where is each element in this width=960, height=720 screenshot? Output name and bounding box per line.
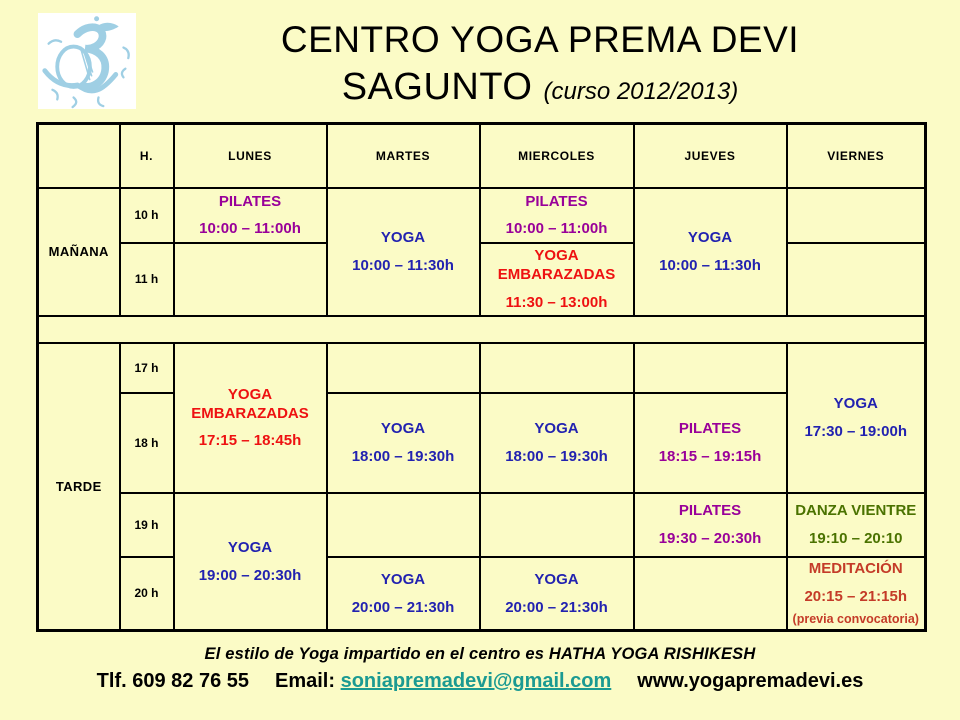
col-header-martes: MARTES (327, 124, 480, 188)
page-footer (0, 645, 960, 693)
class-title: PILATES (678, 420, 742, 438)
cell-lunes-19h-yoga (174, 493, 327, 631)
empty-cell-martes-19h (327, 493, 480, 557)
class-note: (previa convocatoria) (792, 612, 919, 627)
class-time: 10:00 – 11:00h (505, 220, 608, 238)
style-note: El estilo de Yoga impartido en el centro es HATHA YOGA RISHIKESH (204, 645, 756, 663)
class-title: YOGA EMBARAZADAS (191, 385, 309, 422)
cell-miercoles-18h-yoga (480, 393, 634, 493)
period-tarde: TARDE (38, 343, 120, 631)
col-header-viernes: VIERNES (787, 124, 926, 188)
hour-19: 19 h (120, 493, 174, 557)
hour-17: 17 h (120, 343, 174, 393)
class-title: PILATES (218, 192, 282, 210)
page-header (0, 0, 960, 122)
email-label: Email: (275, 670, 336, 692)
schedule-table (36, 122, 927, 632)
cell-viernes-20h-meditacion (787, 557, 926, 631)
col-header-jueves: JUEVES (634, 124, 787, 188)
empty-cell-viernes-11h (787, 243, 926, 316)
title-course: (curso 2012/2013) (543, 78, 739, 106)
class-title: YOGA (534, 420, 579, 438)
col-header-hour: H. (120, 124, 174, 188)
website-url: www.yogapremadevi.es (637, 670, 864, 692)
contact-line (0, 670, 960, 693)
empty-cell-jueves-20h (634, 557, 787, 631)
class-time: 10:00 – 11:30h (352, 256, 454, 274)
class-time: 18:00 – 19:30h (505, 447, 608, 465)
class-time: 19:00 – 20:30h (198, 566, 302, 584)
cell-jueves-18h-pilates (634, 393, 787, 493)
class-time: 17:30 – 19:00h (804, 422, 908, 440)
class-title: YOGA (380, 229, 426, 247)
class-title: PILATES (678, 502, 742, 520)
empty-cell-martes-17h (327, 343, 480, 393)
yoga-center-logo (38, 13, 136, 109)
class-time: 19:30 – 20:30h (658, 529, 762, 547)
title-line2 (150, 63, 930, 112)
class-title: YOGA (227, 538, 273, 556)
class-title: YOGA (534, 570, 579, 588)
cell-martes-18h-yoga (327, 393, 480, 493)
cell-lunes-17h-embarazadas (174, 343, 327, 493)
cell-miercoles-11h-embarazadas (480, 243, 634, 316)
cell-miercoles-10h-pilates (480, 188, 634, 243)
morning-afternoon-separator (38, 316, 926, 343)
class-title: DANZA VIENTRE (795, 502, 917, 520)
class-time: 20:00 – 21:30h (505, 598, 608, 616)
corner-cell (38, 124, 120, 188)
class-title: YOGA (687, 229, 733, 247)
class-time: 17:15 – 18:45h (198, 432, 302, 450)
empty-cell-miercoles-19h (480, 493, 634, 557)
class-time: 18:00 – 19:30h (351, 447, 455, 465)
cell-martes-am-yoga (327, 188, 480, 316)
hour-18: 18 h (120, 393, 174, 493)
cell-lunes-10h-pilates (174, 188, 327, 243)
class-time: 10:00 – 11:30h (659, 256, 761, 274)
hour-20: 20 h (120, 557, 174, 631)
col-header-lunes: LUNES (174, 124, 327, 188)
email-link[interactable]: soniapremadevi@gmail.com (340, 670, 612, 692)
class-time: 20:00 – 21:30h (351, 598, 455, 616)
om-icon (38, 13, 136, 109)
class-title: YOGA EMBARAZADAS (497, 247, 616, 283)
col-header-miercoles: MIERCOLES (480, 124, 634, 188)
empty-cell-jueves-17h (634, 343, 787, 393)
class-time: 11:30 – 13:00h (505, 293, 608, 311)
empty-cell-viernes-10h (787, 188, 926, 243)
title-city: SAGUNTO (341, 66, 544, 109)
class-title: YOGA (380, 570, 426, 588)
empty-cell-lunes-11h (174, 243, 327, 316)
title-line1: CENTRO YOGA PREMA DEVI (280, 19, 800, 60)
class-title: YOGA (380, 420, 426, 438)
class-title: PILATES (525, 192, 588, 210)
class-time: 10:00 – 11:00h (199, 220, 301, 238)
class-title: MEDITACIÓN (808, 560, 903, 578)
class-time: 20:15 – 21:15h (804, 588, 908, 606)
cell-martes-20h-yoga (327, 557, 480, 631)
cell-jueves-am-yoga (634, 188, 787, 316)
class-title: YOGA (833, 395, 878, 413)
class-time: 19:10 – 20:10 (809, 529, 903, 547)
class-time: 18:15 – 19:15h (658, 447, 762, 465)
cell-viernes-17h-yoga (787, 343, 926, 493)
cell-viernes-19h-danza (787, 493, 926, 557)
hour-10: 10 h (120, 188, 174, 243)
cell-miercoles-20h-yoga (480, 557, 634, 631)
cell-jueves-19h-pilates (634, 493, 787, 557)
page-title (150, 16, 930, 112)
hour-11: 11 h (120, 243, 174, 316)
phone-number: Tlf. 609 82 76 55 (96, 670, 249, 692)
period-manana: MAÑANA (38, 188, 120, 316)
empty-cell-miercoles-17h (480, 343, 634, 393)
